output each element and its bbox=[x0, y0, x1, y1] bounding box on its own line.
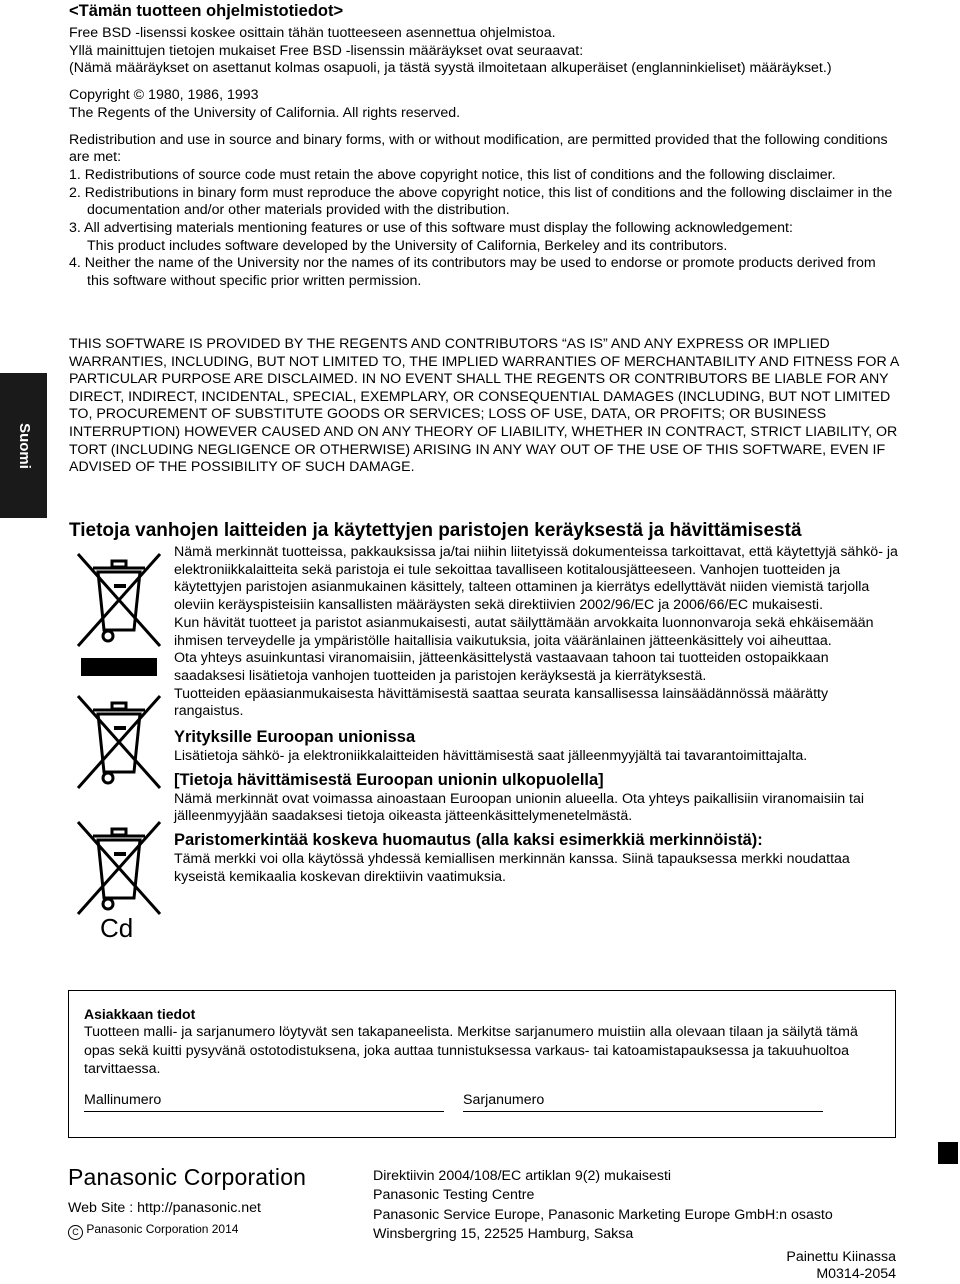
regents-line: The Regents of the University of California. All rights reserved. bbox=[69, 104, 461, 121]
company-copyright bbox=[68, 1221, 238, 1240]
weee-paragraph: Nämä merkinnät tuotteissa, pakkauksissa ja/tai niihin liitetyissä dokumenteissa tarkoittavat, että käytettyjä sähkö- ja elektroniikkalaitteita sekä paristoja ei tule sekoittaa tavalliseen kotitalousjätteeseen. Vanhojen tuotteiden ja käytettyjen paristojen asianmukainen käsittely, talteen ottaminen ja kierrätys edellyttävät niiden viemistä tarjolla oleviin keräyspisteisiin kansallisten määräysten sekä direktiivien 2002/96/EC ja 2006/66/EC mukaisesti. bbox=[174, 544, 898, 614]
customer-box-title: Asiakkaan tiedot bbox=[84, 1006, 196, 1022]
directive-line: Winsbergring 15, 22525 Hamburg, Saksa bbox=[373, 1225, 634, 1242]
directive-address-block bbox=[373, 1167, 903, 1244]
weee-paragraph: Tuotteiden epäasianmukaisesta hävittämisestä saattaa seurata kansallisessa lainsäädännössä määrätty rangaistus. bbox=[174, 685, 829, 720]
copyright-icon: C bbox=[68, 1225, 83, 1240]
eu-business-heading: Yrityksille Euroopan unionissa bbox=[174, 728, 416, 747]
model-number-field[interactable] bbox=[84, 1091, 444, 1112]
customer-record-box bbox=[68, 990, 896, 1138]
warranty-disclaimer: THIS SOFTWARE IS PROVIDED BY THE REGENTS AND CONTRIBUTORS “AS IS” AND ANY EXPRESS OR IMPLIED WARRANTIES, INCLUDING, BUT NOT LIMITED TO, THE IMPLIED WARRANTIES OF MERCHANTABILITY AND FITNESS FOR A PARTICULAR PURPOSE ARE DISCLAIMED. IN NO EVENT SHALL THE REGENTS OR CONTRIBUTORS BE LIABLE FOR ANY DIRECT, INDIRECT, INCIDENTAL, SPECIAL, EXEMPLARY, OR CONSEQUENTIAL DAMAGES (INCLUDING, BUT NOT LIMITED TO, PROCUREMENT OF SUBSTITUTE GOODS OR SERVICES; LOSS OF USE, DATA, OR PROFITS; OR BUSINESS INTERRUPTION) HOWEVER CAUSED AND ON ANY THEORY OF LIABILITY, WHETHER IN CONTRACT, STRICT LIABILITY, OR TORT (INCLUDING NEGLIGENCE OR OTHERWISE) ARISING IN ANY WAY OUT OF THE USE OF THIS SOFTWARE, EVEN IF ADVISED OF THE POSSIBILITY OF SUCH DAMAGE. bbox=[69, 336, 899, 476]
directive-line: Panasonic Testing Centre bbox=[373, 1187, 535, 1204]
crossed-out-wheelie-bin-icon bbox=[74, 692, 164, 792]
weee-section-title: Tietoja vanhojen laitteiden ja käytettyjen paristojen keräyksestä ja hävittämisestä bbox=[69, 520, 802, 541]
eu-business-text: Lisätietoja sähkö- ja elektroniikkalaitteiden hävittämisestä saat jälleenmyyjältä tai tavarantoimittajalta. bbox=[174, 748, 808, 765]
directive-line: Panasonic Service Europe, Panasonic Marketing Europe GmbH:n osasto bbox=[373, 1206, 833, 1223]
condition-item: 4. Neither the name of the University nor the names of its contributors may be used to endorse or promote products derived from this software without specific prior written permission. bbox=[69, 255, 876, 290]
condition-item: 1. Redistributions of source code must retain the above copyright notice, this list of conditions and the following disclaimer. bbox=[69, 166, 836, 183]
bin-underline-bar bbox=[81, 658, 157, 676]
intro-line: Yllä mainittujen tietojen mukaiset Free BSD -lisenssin määräykset ovat seuraavat: bbox=[69, 42, 584, 59]
weee-body bbox=[174, 544, 900, 887]
condition-item: 2. Redistributions in binary form must reproduce the above copyright notice, this list of conditions and the following disclaimer in the documentation and/or other materials provided with the distribution. bbox=[69, 184, 893, 219]
non-eu-text: Nämä merkinnät ovat voimassa ainoastaan Euroopan unionin alueella. Ota yhteys paikallisiin viranomaisiin tai jälleenmyyjään saadaksesi tietoja oikeasta jätteenkäsittelymenetelmästä. bbox=[174, 790, 865, 825]
copyright-block bbox=[69, 87, 899, 122]
language-tab bbox=[0, 373, 47, 518]
language-tab-label: Suomi bbox=[15, 422, 33, 469]
battery-symbol-text: Tämä merkki voi olla käytössä yhdessä kemiallisen merkinnän kanssa. Siinä tapauksessa merkki noudattaa kyseistä kemikaalia koskevan direktiivin vaatimuksia. bbox=[174, 851, 850, 885]
printed-in-label: Painettu Kiinassa bbox=[786, 1249, 896, 1265]
intro-line: Free BSD -lisenssi koskee osittain tähän tuotteeseen asennettua ohjelmistoa. bbox=[69, 25, 556, 41]
directive-line: Direktiivin 2004/108/EC artiklan 9(2) mukaisesti bbox=[373, 1168, 672, 1184]
battery-symbol-heading: Paristomerkintää koskeva huomautus (alla kaksi esimerkkiä merkinnöistä): bbox=[174, 831, 763, 850]
crossed-out-wheelie-bin-icon bbox=[74, 818, 164, 918]
copyright-text: Panasonic Corporation 2014 bbox=[86, 1222, 239, 1236]
weee-paragraph: Kun hävität tuotteet ja paristot asianmukaisesti, autat säilyttämään arvokkaita luonnonvaroja sekä ehkäisemään ihmisen terveydelle ja ympäristölle haitallisia vaikutuksia, joita vääränlainen jätteenkäsittely voi aiheuttaa. bbox=[174, 614, 874, 649]
license-conditions bbox=[69, 132, 899, 291]
copyright-line: Copyright © 1980, 1986, 1993 bbox=[69, 87, 259, 104]
weee-paragraph: Ota yhteys asuinkuntasi viranomaisiin, jätteenkäsittelystä vastaavaan tahoon tai tuotteiden ostopaikkaan saadaksesi lisätietoja vanhojen tuotteiden ja paristojen keräyksestä ja kierrätyksestä. bbox=[174, 650, 829, 684]
intro-line: (Nämä määräykset on asettanut kolmas osapuoli, ja tästä syystä ilmoitetaan alkuperäiset (englanninkieliset) määräykset.) bbox=[69, 60, 832, 77]
redistribution-intro: Redistribution and use in source and binary forms, with or without modification, are permitted provided that the following conditions are met: bbox=[69, 131, 888, 166]
intro-block bbox=[69, 25, 899, 78]
brand-name: Panasonic Corporation bbox=[68, 1164, 307, 1190]
customer-box-text: Tuotteen malli- ja sarjanumero löytyvät sen takapaneelista. Merkitse sarjanumero muistiin alla olevaan tilaan ja säilytä tämä opas sekä kuitti pysyvänä ostotodistuksena, joka auttaa tunnistuksessa varkaus- tai katoamistapauksessa ja takuuhuoltoa tarvittaessa. bbox=[84, 1024, 858, 1077]
print-info bbox=[700, 1249, 896, 1283]
website-link[interactable]: Web Site : http://panasonic.net bbox=[68, 1200, 261, 1216]
acknowledgement-text: This product includes software developed by the University of California, Berkeley and its contributors. bbox=[87, 237, 728, 254]
model-number-label: Mallinumero bbox=[84, 1092, 162, 1108]
page-corner-mark bbox=[938, 1142, 958, 1164]
serial-number-label: Sarjanumero bbox=[463, 1092, 545, 1108]
condition-item: 3. All advertising materials mentioning features or use of this software must display the following acknowledgement: bbox=[69, 220, 793, 237]
non-eu-heading: [Tietoja hävittämisestä Euroopan unionin ulkopuolella] bbox=[174, 770, 604, 789]
cadmium-chemical-symbol: Cd bbox=[100, 913, 134, 943]
crossed-out-wheelie-bin-icon bbox=[74, 550, 164, 650]
document-code: M0314-2054 bbox=[816, 1266, 896, 1282]
software-license-section bbox=[69, 0, 899, 291]
serial-number-field[interactable] bbox=[463, 1091, 823, 1112]
software-info-heading: <Tämän tuotteen ohjelmistotiedot> bbox=[69, 2, 344, 20]
